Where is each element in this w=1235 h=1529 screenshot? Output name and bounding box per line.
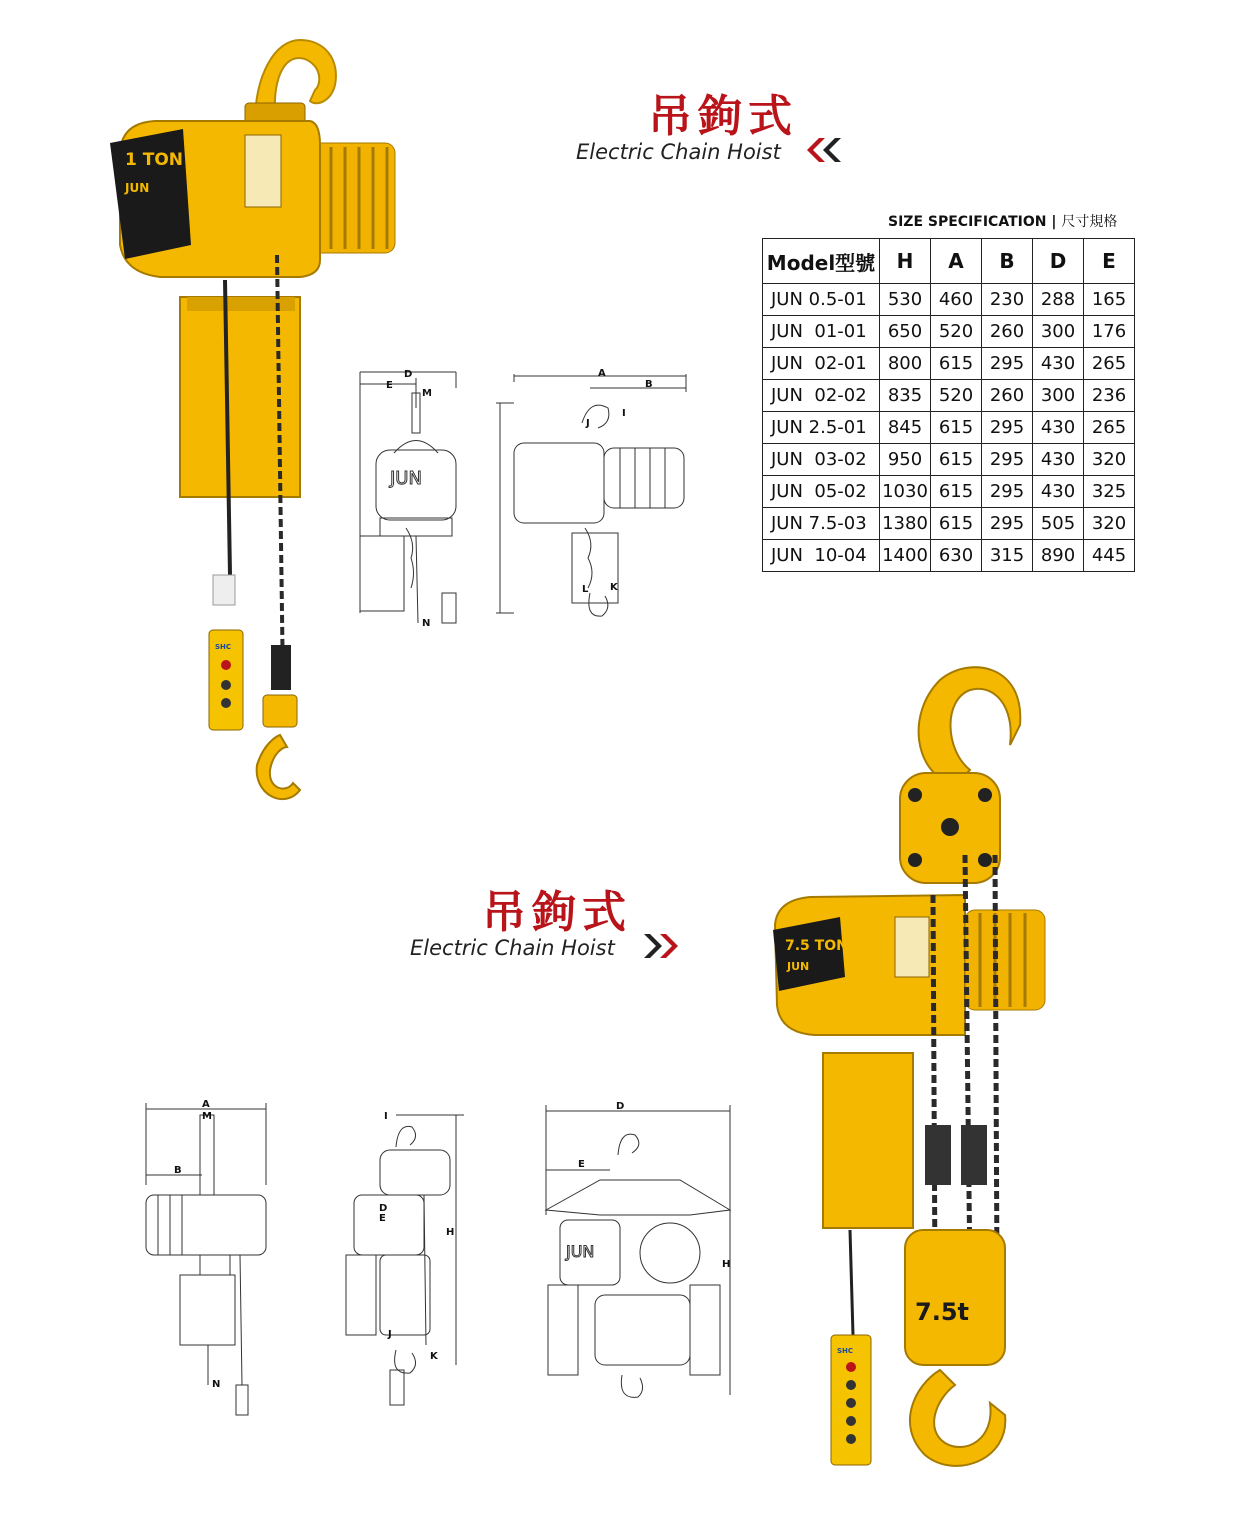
cell: JUN 03-02 <box>763 444 880 476</box>
cell: 236 <box>1084 380 1135 412</box>
diagram-1ton-front <box>356 368 466 630</box>
cell: 288 <box>1033 284 1084 316</box>
cell: 615 <box>931 412 982 444</box>
cell: 530 <box>880 284 931 316</box>
cell: 845 <box>880 412 931 444</box>
section1-title-en: Electric Chain Hoist <box>576 140 781 164</box>
ton-label-2: 7.5 TON <box>785 938 848 954</box>
cell: 630 <box>931 540 982 572</box>
spec-heading-cn: 尺寸規格 <box>1061 214 1118 230</box>
table-row <box>763 284 1135 316</box>
col-a: A <box>931 239 982 284</box>
diag3-label-a: A <box>202 1099 210 1110</box>
diag5-label-d: D <box>616 1101 625 1112</box>
cell: 1400 <box>880 540 931 572</box>
diag3-label-n: N <box>212 1379 221 1390</box>
cell: 265 <box>1084 348 1135 380</box>
diagram-7ton-side-b <box>340 1105 480 1415</box>
cell: 445 <box>1084 540 1135 572</box>
cell: 295 <box>982 444 1033 476</box>
cell: 295 <box>982 508 1033 540</box>
section2-title-cn: 吊鉤式 <box>482 887 632 938</box>
cell: 260 <box>982 316 1033 348</box>
table-row <box>763 316 1135 348</box>
diag5-brand: JUN <box>566 1242 595 1261</box>
spec-heading: SIZE SPECIFICATION | 尺寸規格 <box>888 214 1118 230</box>
cell: 615 <box>931 444 982 476</box>
cell: JUN 10-04 <box>763 540 880 572</box>
table-row <box>763 540 1135 572</box>
cell: 300 <box>1033 380 1084 412</box>
cell: 615 <box>931 508 982 540</box>
cell: 505 <box>1033 508 1084 540</box>
cell: 650 <box>880 316 931 348</box>
pendant-brand: SHC <box>215 643 232 651</box>
cell: 1380 <box>880 508 931 540</box>
cell: 320 <box>1084 444 1135 476</box>
table-row <box>763 412 1135 444</box>
cell: 295 <box>982 476 1033 508</box>
brand-label-2: JUN <box>787 960 810 973</box>
diag5-label-e: E <box>578 1159 585 1170</box>
cell: JUN 7.5-03 <box>763 508 880 540</box>
cell: 260 <box>982 380 1033 412</box>
diag2-label-k: K <box>610 582 618 593</box>
diag4-label-k: K <box>430 1351 438 1362</box>
pendant-brand-2: SHC <box>837 1347 854 1355</box>
size-spec-table <box>762 238 1135 572</box>
table-row <box>763 348 1135 380</box>
cell: JUN 05-02 <box>763 476 880 508</box>
cell: 430 <box>1033 444 1084 476</box>
cell: 520 <box>931 380 982 412</box>
col-h: H <box>880 239 931 284</box>
cell: 320 <box>1084 508 1135 540</box>
cell: 315 <box>982 540 1033 572</box>
ton-label: 1 TON <box>125 150 184 170</box>
diag1-label-m: M <box>422 388 432 399</box>
cell: 430 <box>1033 348 1084 380</box>
cell: 615 <box>931 348 982 380</box>
cell: 430 <box>1033 412 1084 444</box>
chevron-left-double-icon <box>803 136 843 164</box>
brand-label: JUN <box>125 181 150 195</box>
spec-heading-en: SIZE SPECIFICATION <box>888 214 1047 230</box>
diag2-label-j: J <box>586 418 590 429</box>
hoist-7-5ton-photo <box>765 655 1065 1495</box>
diag1-label-d: D <box>404 369 413 380</box>
block-label: 7.5t <box>915 1298 969 1326</box>
col-e: E <box>1084 239 1135 284</box>
diag3-label-m: M <box>202 1111 212 1122</box>
diag4-label-e: E <box>379 1213 386 1224</box>
diag2-label-a: A <box>598 368 606 379</box>
diag3-label-b: B <box>174 1165 182 1176</box>
cell: 430 <box>1033 476 1084 508</box>
cell: 1030 <box>880 476 931 508</box>
diag4-label-i: I <box>384 1111 388 1122</box>
cell: JUN 2.5-01 <box>763 412 880 444</box>
cell: 890 <box>1033 540 1084 572</box>
diag5-label-h: H <box>722 1259 731 1270</box>
diag1-label-e: E <box>386 380 393 391</box>
section1-title-cn: 吊鉤式 <box>648 91 798 142</box>
cell: 230 <box>982 284 1033 316</box>
col-d: D <box>1033 239 1084 284</box>
cell: JUN 01-01 <box>763 316 880 348</box>
section2-title-en: Electric Chain Hoist <box>410 936 615 960</box>
table-header-row <box>763 239 1135 284</box>
cell: 800 <box>880 348 931 380</box>
col-b: B <box>982 239 1033 284</box>
cell: 950 <box>880 444 931 476</box>
table-row <box>763 508 1135 540</box>
cell: 460 <box>931 284 982 316</box>
cell: JUN 02-01 <box>763 348 880 380</box>
cell: 165 <box>1084 284 1135 316</box>
diag4-label-h: H <box>446 1227 455 1238</box>
cell: 325 <box>1084 476 1135 508</box>
cell: 295 <box>982 412 1033 444</box>
diag4-label-d: D <box>379 1203 388 1214</box>
diag1-brand: JUN <box>390 468 422 489</box>
cell: 300 <box>1033 316 1084 348</box>
cell: 295 <box>982 348 1033 380</box>
cell: 615 <box>931 476 982 508</box>
diagram-7ton-side-a <box>140 1095 275 1425</box>
diag1-label-n: N <box>422 618 431 629</box>
cell: 265 <box>1084 412 1135 444</box>
diag2-label-l: L <box>582 584 589 595</box>
table-row <box>763 444 1135 476</box>
diag2-label-i: I <box>622 408 626 419</box>
diag2-label-b: B <box>645 379 653 390</box>
diagram-7ton-front <box>540 1095 740 1415</box>
diag4-label-j: J <box>388 1329 392 1340</box>
cell: 520 <box>931 316 982 348</box>
table-row <box>763 380 1135 412</box>
table-row <box>763 476 1135 508</box>
diagram-1ton-side <box>490 368 690 630</box>
cell: 835 <box>880 380 931 412</box>
cell: JUN 0.5-01 <box>763 284 880 316</box>
cell: 176 <box>1084 316 1135 348</box>
col-model: Model型號 <box>763 239 880 284</box>
chevron-right-double-icon <box>640 932 680 960</box>
cell: JUN 02-02 <box>763 380 880 412</box>
